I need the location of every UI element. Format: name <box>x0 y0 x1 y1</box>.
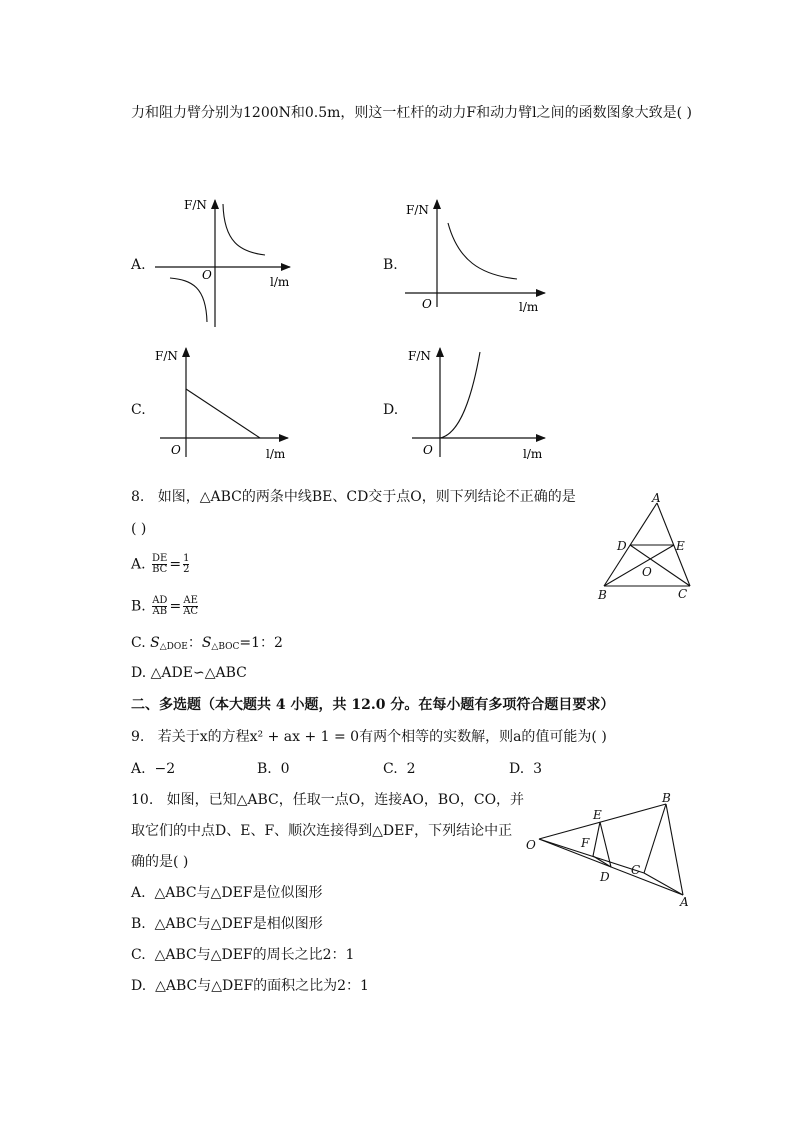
graph-b-origin: O <box>422 297 432 311</box>
q8-option-a: A. $\frac{DE}{BC}$ = $\frac{1}{2}$ <box>131 553 190 575</box>
q8-number: 8. <box>131 489 145 505</box>
q7-graph-c <box>150 342 310 462</box>
q8-point-d: D <box>617 539 627 553</box>
q8-option-d-letter: D. <box>131 665 147 681</box>
q8-option-d: D. △ADE∽△ABC <box>131 665 247 681</box>
q10-option-d: D. △ABC与△DEF的面积之比为2：1 <box>131 978 369 994</box>
q8-point-e: E <box>676 539 685 553</box>
q8-stem-paren: ( ) <box>131 521 147 537</box>
q7-graph-a <box>150 192 320 337</box>
q8-point-a: A <box>652 491 661 505</box>
q7-option-b-letter: B. <box>383 257 398 273</box>
q8-point-b: B <box>598 588 607 602</box>
q9-number: 9. <box>131 729 145 745</box>
q10-option-c: C. △ABC与△DEF的周长之比2：1 <box>131 947 355 963</box>
q10-point-b: B <box>662 791 671 805</box>
q8-option-c: C. $S_{\triangle DOE}$：$S_{\triangle BOC}=1$：2 <box>131 635 283 652</box>
graph-d-origin: O <box>423 443 433 457</box>
q10-stem-line2: 取它们的中点D、E、F、顺次连接得到△DEF，下列结论中正 <box>131 823 513 839</box>
q8-point-o: O <box>642 565 652 579</box>
q8-option-b-lhs: $\frac{AD}{AB}$ <box>152 595 168 617</box>
q10-point-o: O <box>526 838 536 852</box>
graph-c-x-label: l/m <box>266 447 286 461</box>
q10-number: 10. <box>131 792 154 808</box>
graph-a-y-label: F/N <box>184 198 207 212</box>
q8-option-b-rhs: $\frac{AE}{AC}$ <box>183 595 199 617</box>
q10-stem-line1: 10. 如图，已知△ABC，任取一点O，连接AO，BO，CO，并 <box>131 792 525 808</box>
q9-stem-text: 若关于x的方程x² + ax + 1 = 0有两个相等的实数解，则a的值可能为( ) <box>157 729 607 745</box>
q7-option-d-letter: D. <box>383 402 399 418</box>
graph-a-x-label: l/m <box>270 275 290 289</box>
q10-option-b: B. △ABC与△DEF是相似图形 <box>131 916 323 932</box>
q8-option-a-lhs: $\frac{DE}{BC}$ <box>152 553 168 575</box>
q9-option-c: C. 2 <box>383 761 416 777</box>
q9-option-b: B. 0 <box>257 761 290 777</box>
graph-d-x-label: l/m <box>523 447 543 461</box>
q7-graph-d <box>400 342 570 462</box>
q8-option-a-rhs: $\frac{1}{2}$ <box>183 553 190 575</box>
q10-point-a: A <box>680 895 689 909</box>
q8-option-b: B. $\frac{AD}{AB}$ = $\frac{AE}{AC}$ <box>131 595 199 617</box>
q8-stem <box>131 488 576 506</box>
graph-b-x-label: l/m <box>519 300 539 314</box>
q8-point-c: C <box>678 587 688 601</box>
q10-point-f: F <box>581 836 590 850</box>
graph-a-origin: O <box>202 268 212 282</box>
q9-stem <box>131 728 607 746</box>
q9-option-d: D. 3 <box>509 761 543 777</box>
q7-graph-b <box>400 195 570 325</box>
q8-option-a-letter: A. <box>131 556 146 573</box>
q10-option-a: A. △ABC与△DEF是位似图形 <box>131 885 323 901</box>
q8-triangle-figure <box>592 488 702 603</box>
q8-stem-text: 如图，△ABC的两条中线BE、CD交于点O，则下列结论不正确的是 <box>157 489 576 505</box>
q10-point-c: C <box>631 863 641 877</box>
q7-stem: 力和阻力臂分别为1200N和0.5m，则这一杠杆的动力F和动力臂l之间的函数图象大致是( ) <box>131 105 692 121</box>
graph-c-y-label: F/N <box>155 349 178 363</box>
q10-point-e: E <box>593 808 602 822</box>
graph-d-y-label: F/N <box>408 349 431 363</box>
q7-option-a-letter: A. <box>131 257 146 273</box>
q8-option-c-letter: C. <box>131 635 146 651</box>
q9-option-a: A. −2 <box>131 761 176 777</box>
graph-b-y-label: F/N <box>406 203 429 217</box>
q10-homothety-figure <box>522 790 702 915</box>
graph-c-origin: O <box>171 443 181 457</box>
q10-point-d: D <box>600 870 610 884</box>
q8-option-b-letter: B. <box>131 598 146 615</box>
q7-option-c-letter: C. <box>131 402 146 418</box>
q10-stem-line3: 确的是( ) <box>131 854 189 870</box>
section2-heading: 二、多选题（本大题共 4 小题，共 12.0 分。在每小题有多项符合题目要求） <box>131 697 615 713</box>
